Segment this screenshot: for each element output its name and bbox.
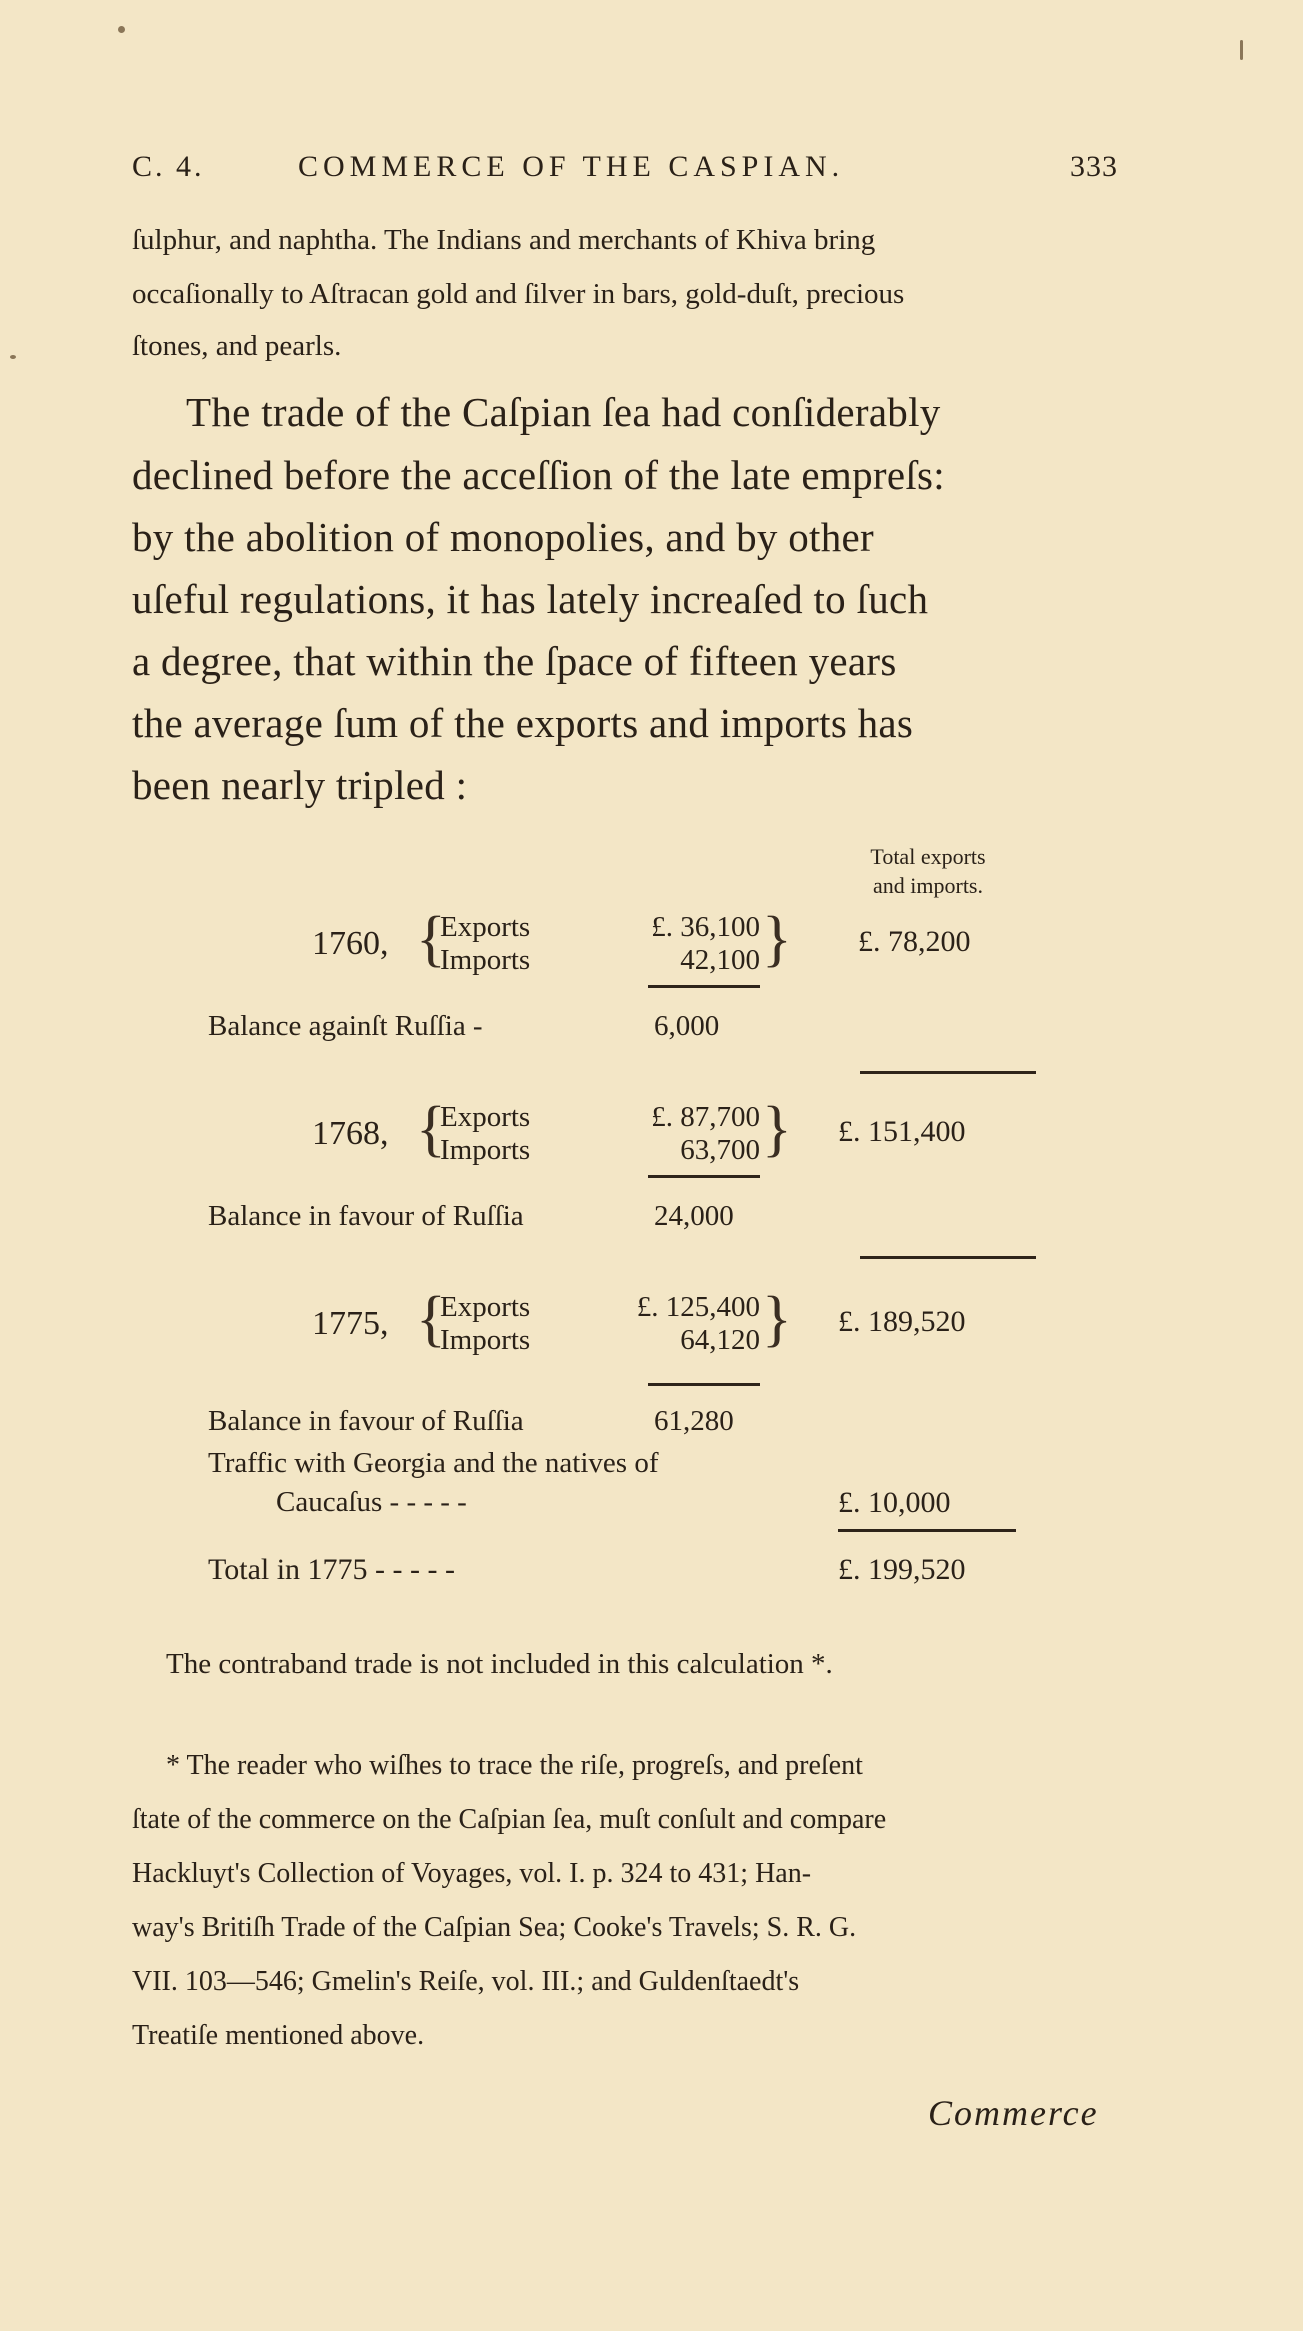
- imports-value: 63,700: [680, 1134, 760, 1166]
- table-year: 1768,: [312, 1115, 389, 1152]
- footnote-line: Hackluyt's Collection of Voyages, vol. I. p. 324 to 431; Han-: [132, 1858, 812, 1889]
- paragraph-line: The trade of the Caſpian ſea had conſiderably: [186, 389, 941, 435]
- paragraph-line: uſeful regulations, it has lately increaſed to ſuch: [132, 576, 929, 622]
- paragraph-line: the average ſum of the exports and imports has: [132, 700, 914, 746]
- catchword: Commerce: [928, 2093, 1099, 2133]
- exports-value: £. 87,700: [651, 1101, 760, 1133]
- contraband-note: The contraband trade is not included in this calculation *.: [166, 1648, 833, 1680]
- paper-speck: [1240, 40, 1243, 60]
- balance-value: 61,280: [654, 1405, 734, 1437]
- intro-line: ſulphur, and naphtha. The Indians and merchants of Khiva bring: [132, 224, 876, 256]
- section-number: C. 4.: [132, 150, 205, 183]
- footnote-line: * The reader who wiſhes to trace the riſe, progreſs, and preſent: [166, 1750, 863, 1781]
- right-brace: }: [762, 905, 792, 973]
- exports-label: Exports: [440, 1101, 531, 1133]
- table-column-header-line: and imports.: [873, 872, 983, 898]
- footnote-line: ſtate of the commerce on the Caſpian ſea, muſt conſult and compare: [132, 1804, 887, 1835]
- sum-rule: [838, 1529, 1016, 1532]
- imports-value: 64,120: [680, 1324, 760, 1356]
- running-title: COMMERCE OF THE CASPIAN.: [298, 150, 845, 183]
- imports-label: Imports: [440, 944, 531, 976]
- balance-value: 6,000: [654, 1010, 720, 1042]
- table-year: 1775,: [312, 1305, 389, 1342]
- section-rule: [860, 1256, 1036, 1259]
- exports-value: £. 125,400: [636, 1291, 760, 1323]
- exports-label: Exports: [440, 1291, 531, 1323]
- imports-label: Imports: [440, 1324, 531, 1356]
- paragraph-line: by the abolition of monopolies, and by other: [132, 514, 874, 560]
- imports-label: Imports: [440, 1134, 531, 1166]
- total-value: £. 151,400: [838, 1115, 966, 1148]
- footnote-line: VII. 103—546; Gmelin's Reiſe, vol. III.; and Guldenſtaedt's: [132, 1966, 800, 1997]
- intro-line: occaſionally to Aſtracan gold and ſilver in bars, gold-duſt, precious: [132, 278, 905, 310]
- traffic-label-continued: Caucaſus - - - - -: [276, 1486, 467, 1518]
- total-label: Total in 1775 - - - - -: [208, 1553, 456, 1586]
- section-rule: [860, 1071, 1036, 1074]
- table-column-header-line: Total exports: [870, 844, 986, 869]
- paper-speck: [10, 355, 16, 359]
- intro-line: ſtones, and pearls.: [132, 330, 342, 362]
- footnote-line: Treatiſe mentioned above.: [132, 2020, 425, 2051]
- right-brace: }: [762, 1095, 792, 1163]
- balance-label: Balance in favour of Ruſſia: [208, 1200, 524, 1232]
- paper-speck: [118, 26, 125, 33]
- balance-value: 24,000: [654, 1200, 734, 1232]
- left-brace: {: [416, 905, 446, 973]
- sum-rule: [648, 1175, 760, 1178]
- table-year: 1760,: [312, 925, 389, 962]
- paragraph-line: declined before the acceſſion of the late empreſs:: [132, 452, 945, 498]
- table-column-header: [838, 843, 1018, 900]
- total-value: £. 189,520: [838, 1305, 966, 1338]
- total-value: £. 78,200: [858, 925, 971, 958]
- paragraph-line: a degree, that within the ſpace of fifteen years: [132, 638, 897, 684]
- balance-label: Balance againſt Ruſſia -: [208, 1010, 483, 1042]
- right-brace: }: [762, 1285, 792, 1353]
- grand-total-value: £. 199,520: [838, 1553, 966, 1586]
- left-brace: {: [416, 1095, 446, 1163]
- traffic-label: Traffic with Georgia and the natives of: [208, 1447, 659, 1479]
- page-number: 333: [1070, 150, 1118, 183]
- paragraph-line: been nearly tripled :: [132, 762, 468, 808]
- sum-rule: [648, 1383, 760, 1386]
- sum-rule: [648, 985, 760, 988]
- imports-value: 42,100: [680, 944, 760, 976]
- left-brace: {: [416, 1285, 446, 1353]
- exports-label: Exports: [440, 911, 531, 943]
- footnote-line: way's Britiſh Trade of the Caſpian Sea; Cooke's Travels; S. R. G.: [132, 1912, 857, 1943]
- traffic-value: £. 10,000: [838, 1486, 951, 1519]
- balance-label: Balance in favour of Ruſſia: [208, 1405, 524, 1437]
- exports-value: £. 36,100: [651, 911, 760, 943]
